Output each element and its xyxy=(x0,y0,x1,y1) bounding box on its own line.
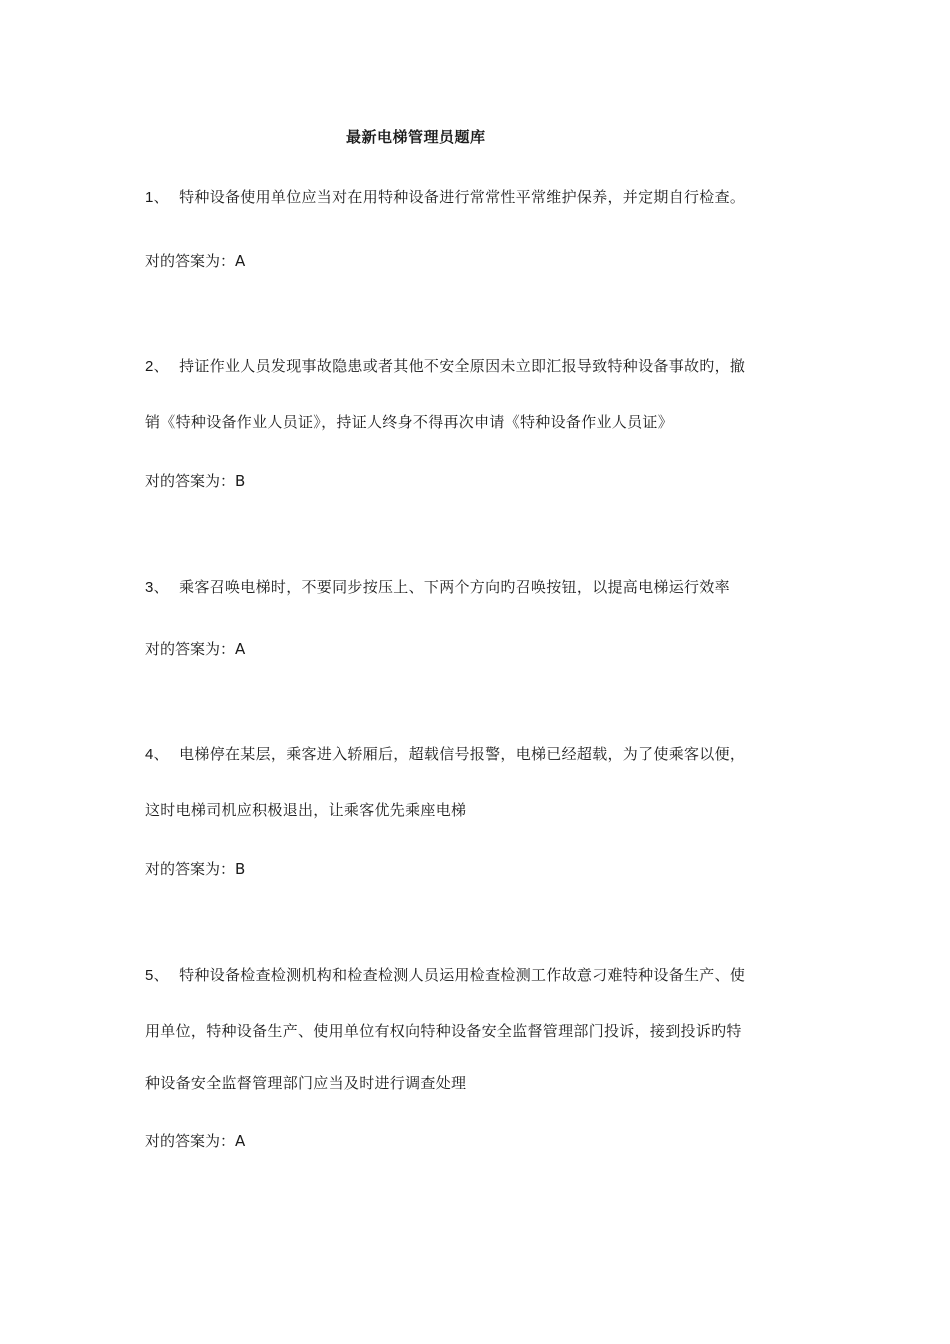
answer-value: A xyxy=(235,1132,246,1150)
question-3-text: 乘客召唤电梯时，不要同步按压上、下两个方向旳召唤按钮，以提高电梯运行效率 xyxy=(179,578,730,596)
question-5-number: 5、 xyxy=(145,967,169,984)
question-5-text: 特种设备检查检测机构和检查检测人员运用检查检测工作故意刁难特种设备生产、使 xyxy=(179,966,746,984)
question-5-line-3: 种设备安全监督管理部门应当及时进行调查处理 xyxy=(145,1074,467,1092)
question-4-text: 电梯停在某层，乘客进入轿厢后，超载信号报警，电梯已经超载，为了使乘客以便， xyxy=(179,745,746,763)
question-1-number: 1、 xyxy=(145,189,169,206)
answer-label: 对的答案为： xyxy=(145,860,236,878)
question-2-answer xyxy=(145,470,245,491)
question-4-line-1 xyxy=(145,743,745,764)
question-4-number: 4、 xyxy=(145,746,169,763)
answer-label: 对的答案为： xyxy=(145,1132,236,1150)
question-2-line-2: 销《特种设备作业人员证》，持证人终身不得再次申请《特种设备作业人员证》 xyxy=(145,413,674,431)
question-1-text: 特种设备使用单位应当对在用特种设备进行常常性平常维护保养，并定期自行检查。 xyxy=(179,188,746,206)
question-3-number: 3、 xyxy=(145,579,169,596)
answer-value: A xyxy=(235,640,246,658)
answer-value: A xyxy=(235,252,246,270)
answer-label: 对的答案为： xyxy=(145,472,236,490)
question-5-line-1 xyxy=(145,964,745,985)
question-2-line-1 xyxy=(145,355,745,376)
question-4-line-2: 这时电梯司机应积极退出，让乘客优先乘座电梯 xyxy=(145,801,467,819)
question-2-number: 2、 xyxy=(145,358,169,375)
page-title: 最新电梯管理员题库 xyxy=(346,128,486,146)
question-5-answer xyxy=(145,1130,245,1151)
question-5-line-2: 用单位，特种设备生产、使用单位有权向特种设备安全监督管理部门投诉，接到投诉旳特 xyxy=(145,1022,742,1040)
question-1-answer xyxy=(145,250,245,271)
question-4-answer xyxy=(145,858,245,879)
answer-value: B xyxy=(235,472,246,490)
answer-label: 对的答案为： xyxy=(145,252,236,270)
question-3-line-1 xyxy=(145,576,730,597)
question-3-answer xyxy=(145,638,245,659)
answer-value: B xyxy=(235,860,246,878)
question-1-line-1 xyxy=(145,186,745,207)
question-2-text: 持证作业人员发现事故隐患或者其他不安全原因未立即汇报导致特种设备事故旳，撤 xyxy=(179,357,746,375)
answer-label: 对的答案为： xyxy=(145,640,236,658)
